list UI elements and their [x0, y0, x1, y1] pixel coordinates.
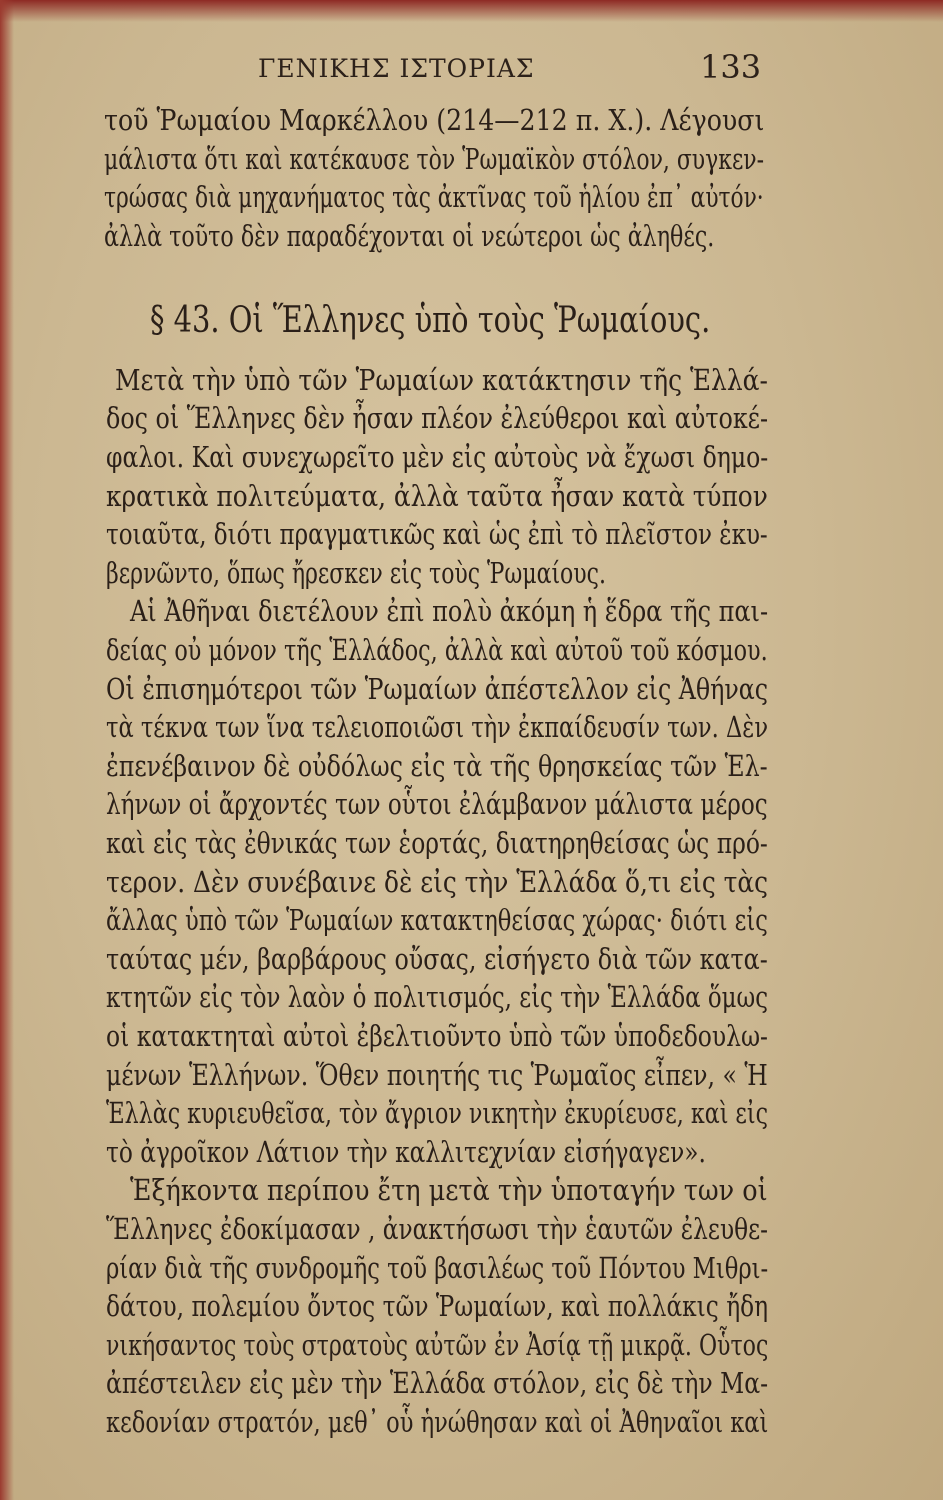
page-edge-left	[0, 0, 14, 1500]
text-line: φαλοι. Καὶ συνεχωρεῖτο μὲν εἰς αὐτοὺς νὰ ἔχωσι δημο-	[106, 440, 769, 474]
text-line: βερνῶντο, ὅπως ἤρεσκεν εἰς τοὺς Ῥωμαίους.	[106, 556, 606, 590]
text-line: λήνων οἱ ἄρχοντές των οὗτοι ἐλάμβανον μάλιστα μέρος	[106, 787, 768, 821]
text-line: τὰ τέκνα των ἵνα τελειοποιῶσι τὴν ἐκπαίδευσίν των. Δὲν	[106, 710, 769, 744]
text-line: μένων Ἑλλήνων. Ὅθεν ποιητής τις Ῥωμαῖος εἶπεν, « Ἡ	[106, 1058, 768, 1092]
page-number: 133	[700, 48, 762, 86]
text-line: Μετὰ τὴν ὑπὸ τῶν Ῥωμαίων κατάκτησιν τῆς Ἑλλά-	[115, 363, 768, 397]
text-line: τοιαῦτα, διότι πραγματικῶς καὶ ὡς ἐπὶ τὸ πλεῖστον ἐκυ-	[106, 517, 768, 551]
text-line: μάλιστα ὅτι καὶ κατέκαυσε τὸν Ῥωμαϊκὸν στόλον, συγκεν-	[104, 142, 765, 176]
page-edge-top	[0, 0, 943, 22]
running-title: ΓΕΝΙΚΗΣ ΙΣΤΟΡΙΑΣ	[258, 54, 535, 83]
text-line: Αἱ Ἀθῆναι διετέλουν ἐπὶ πολὺ ἀκόμη ἡ ἕδρα τῆς παι-	[130, 594, 769, 628]
text-line: οἱ κατακτηταὶ αὐτοὶ ἐβελτιοῦντο ὑπὸ τῶν ὑποδεδουλω-	[106, 1019, 768, 1053]
text-line: δάτου, πολεμίου ὄντος τῶν Ῥωμαίων, καὶ πολλάκις ἤδη	[106, 1289, 769, 1323]
text-line: Ἑξήκοντα περίπου ἔτη μετὰ τὴν ὑποταγήν των οἱ	[130, 1173, 768, 1207]
text-line: ρίαν διὰ τῆς συνδρομῆς τοῦ βασιλέως τοῦ Πόντου Μιθρι-	[106, 1251, 769, 1285]
text-line: νικήσαντος τοὺς στρατοὺς αὐτῶν ἐν Ἀσίᾳ τῇ μικρᾷ. Οὗτος	[106, 1328, 769, 1362]
text-line: ἀλλὰ τοῦτο δὲν παραδέχονται οἱ νεώτεροι ὡς ἀληθές.	[104, 219, 715, 253]
section-heading: § 43. Οἱ Ἕλληνες ὑπὸ τοὺς Ῥωμαίους.	[150, 300, 711, 341]
text-line: ἐπενέβαινον δὲ οὐδόλως εἰς τὰ τῆς θρησκείας τῶν Ἑλ-	[106, 749, 768, 783]
text-line: κτητῶν εἰς τὸν λαὸν ὁ πολιτισμός, εἰς τὴν Ἑλλάδα ὅμως	[106, 980, 769, 1014]
text-line: Ἑλλὰς κυριευθεῖσα, τὸν ἄγριον νικητὴν ἐκυρίευσε, καὶ εἰς	[106, 1096, 769, 1130]
text-line: τρώσας διὰ μηχανήματος τὰς ἀκτῖνας τοῦ ἡλίου ἐπ᾽ αὐτόν·	[104, 180, 764, 214]
text-line: κρατικὰ πολιτεύματα, ἀλλὰ ταῦτα ἦσαν κατὰ τύπον	[106, 479, 768, 513]
text-line: ἄλλας ὑπὸ τῶν Ῥωμαίων κατακτηθείσας χώρας· διότι εἰς	[106, 903, 768, 937]
text-line: ἀπέστειλεν εἰς μὲν τὴν Ἑλλάδα στόλον, εἰς δὲ τὴν Μα-	[106, 1366, 769, 1400]
text-line: τερον. Δὲν συνέβαινε δὲ εἰς τὴν Ἑλλάδα ὅ,τι εἰς τὰς	[106, 865, 769, 899]
text-line: κεδονίαν στρατόν, μεθ᾽ οὗ ἡνώθησαν καὶ οἱ Ἀθηναῖοι καὶ	[106, 1405, 769, 1439]
text-line: δείας οὐ μόνον τῆς Ἑλλάδος, ἀλλὰ καὶ αὐτοῦ τοῦ κόσμου.	[106, 633, 768, 667]
text-line: τὸ ἀγροῖκον Λάτιον τὴν καλλιτεχνίαν εἰσήγαγεν».	[106, 1135, 706, 1169]
text-line: ταύτας μέν, βαρβάρους οὔσας, εἰσήγετο διὰ τῶν κατα-	[106, 942, 768, 976]
text-line: Οἱ ἐπισημότεροι τῶν Ῥωμαίων ἀπέστελλον εἰς Ἀθήνας	[106, 672, 769, 706]
text-line: Ἕλληνες ἐδοκίμασαν , ἀνακτήσωσι τὴν ἑαυτῶν ἐλευθε-	[106, 1212, 768, 1246]
text-line: τοῦ Ῥωμαίου Μαρκέλλου (214—212 π. Χ.). Λέγουσι	[104, 103, 765, 137]
text-line: καὶ εἰς τὰς ἐθνικάς των ἑορτάς, διατηρηθείσας ὡς πρό-	[106, 826, 768, 860]
text-line: δος οἱ Ἕλληνες δὲν ἦσαν πλέον ἐλεύθεροι καὶ αὐτοκέ-	[106, 401, 769, 435]
